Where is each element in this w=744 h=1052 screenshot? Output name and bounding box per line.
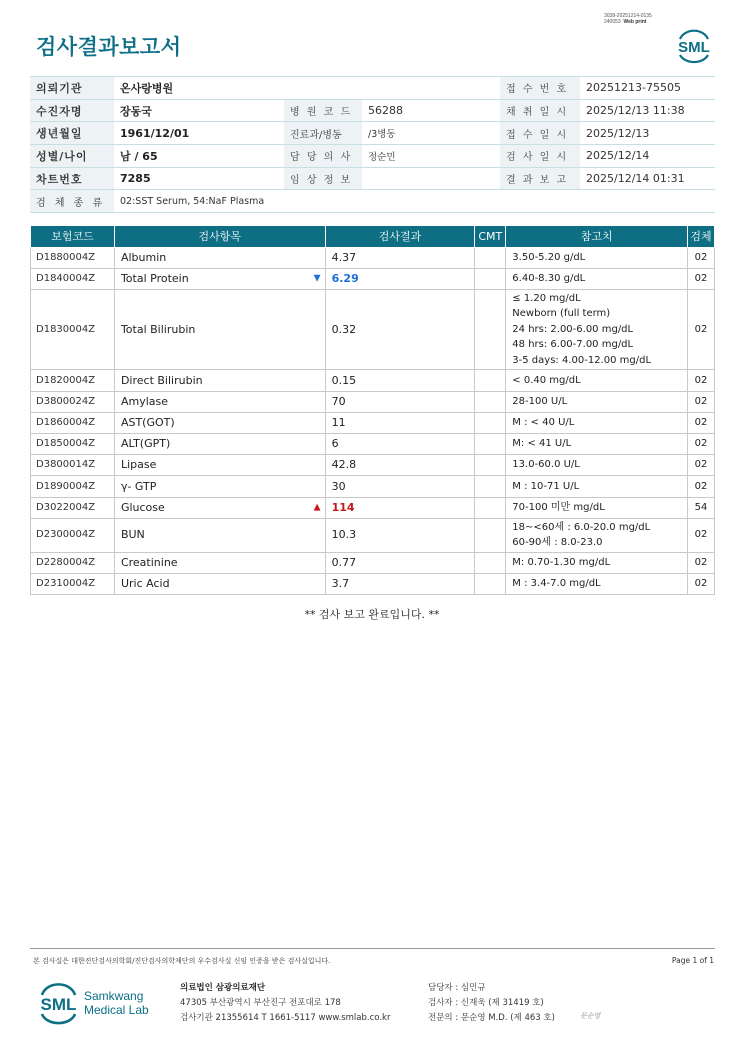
reference-cell: [506, 289, 688, 370]
reference-line: M : 3.4-7.0 mg/dL: [512, 578, 601, 590]
reference-cell: [506, 412, 688, 433]
sml-logo-icon: [672, 25, 716, 65]
doctor-value: 정순민: [362, 145, 500, 168]
cmt-cell: [475, 433, 506, 454]
footer-divider: [30, 948, 715, 949]
insurance-code-cell: D3800014Z: [31, 455, 115, 476]
insurance-code-cell: D1880004Z: [31, 247, 115, 268]
dob-label: 생년월일: [30, 122, 114, 145]
test-item-cell: [114, 268, 325, 289]
result-cell: 30: [325, 476, 475, 497]
test-item-name: γ- GTP: [120, 479, 157, 493]
cmt-cell: [475, 247, 506, 268]
header-reference: 참고치: [506, 226, 688, 247]
info-row: [30, 167, 715, 190]
sex-age-label: 성별/나이: [30, 145, 114, 168]
cmt-cell: [475, 497, 506, 518]
table-row: [31, 289, 715, 370]
cmt-cell: [475, 391, 506, 412]
reference-line: < 0.40 mg/dL: [512, 374, 581, 386]
result-cell: 0.32: [325, 289, 475, 370]
specimen-cell: 02: [687, 247, 714, 268]
report-complete-text: ** 검사 보고 완료입니다. **: [304, 608, 440, 621]
patient-value: 장동국: [114, 99, 284, 122]
hospital-code-value: 56288: [362, 99, 500, 122]
organization-name: 의료법인 삼광의료재단: [180, 983, 266, 993]
test-item-name: BUN: [120, 528, 145, 542]
info-row: [30, 99, 715, 122]
insurance-code-cell: D2280004Z: [31, 552, 115, 573]
collection-time-label: 채 취 일 시: [500, 99, 580, 122]
reference-line: 3.50-5.20 g/dL: [512, 251, 586, 263]
table-row: [31, 552, 715, 573]
table-row: [31, 573, 715, 594]
test-date-value: 2025/12/14: [580, 145, 715, 168]
reference-line: 13.0-60.0 U/L: [512, 459, 580, 471]
dob-value: 1961/12/01: [114, 122, 284, 145]
result-cell: 4.37: [325, 247, 475, 268]
test-item-name: Lipase: [120, 458, 157, 472]
insurance-code-cell: D1850004Z: [31, 433, 115, 454]
specimen-cell: 02: [687, 518, 714, 552]
result-cell: 3.7: [325, 573, 475, 594]
result-cell: 10.3: [325, 518, 475, 552]
cmt-cell: [475, 518, 506, 552]
test-item-cell: [114, 518, 325, 552]
test-item-name: Amylase: [120, 394, 168, 408]
test-item-cell: [114, 433, 325, 454]
test-item-cell: [114, 289, 325, 370]
reference-line: 18~<60세 : 6.0-20.0 mg/dL: [512, 521, 651, 533]
report-time-value: 2025/12/14 01:31: [580, 167, 715, 190]
cmt-cell: [475, 370, 506, 391]
specimen-cell: 02: [687, 476, 714, 497]
table-row: [31, 370, 715, 391]
result-cell: 0.15: [325, 370, 475, 391]
cmt-cell: [475, 573, 506, 594]
organization-contact: 검사기관 21355614 T 1661-5117 www.smlab.co.kr: [180, 1013, 391, 1023]
table-row: [31, 433, 715, 454]
reference-cell: [506, 518, 688, 552]
signature: 문순영: [580, 1012, 601, 1020]
result-cell: 6.29: [325, 268, 475, 289]
specimen-cell: 02: [687, 433, 714, 454]
organization-address: 47305 부산광역시 부산진구 전포대로 178: [180, 998, 341, 1008]
chart-no-value: 7285: [114, 167, 284, 190]
specimen-cell: 02: [687, 370, 714, 391]
reference-cell: [506, 455, 688, 476]
specimen-cell: 02: [687, 552, 714, 573]
reference-line: ≤ 1.20 mg/dL: [512, 292, 581, 304]
test-item-name: Glucose: [120, 500, 165, 514]
header-cmt: CMT: [475, 226, 506, 247]
info-row: [30, 145, 715, 168]
insurance-code-cell: D2310004Z: [31, 573, 115, 594]
insurance-code-cell: D3800024Z: [31, 391, 115, 412]
info-row: [30, 77, 715, 100]
reference-cell: [506, 476, 688, 497]
test-item-cell: [114, 412, 325, 433]
specimen-cell: 02: [687, 412, 714, 433]
header-result: 검사결과: [325, 226, 475, 247]
reference-cell: [506, 370, 688, 391]
specimen-type-value: 02:SST Serum, 54:NaF Plasma: [114, 190, 715, 213]
test-item-name: Uric Acid: [120, 577, 170, 591]
test-item-cell: [114, 552, 325, 573]
page-title: 검사결과보고서: [36, 35, 182, 59]
certification-text: 본 검사실은 대한진단검사의학회/진단검사의학재단의 우수검사실 신임 인증을 받은 검사실입니다.: [33, 957, 331, 965]
test-item-name: Total Bilirubin: [120, 322, 196, 336]
reference-line: 70-100 미만 mg/dL: [512, 501, 605, 513]
document-code-line1: 3038-20251214-0135: [604, 13, 652, 19]
specimen-cell: 02: [687, 455, 714, 476]
staff-info: [428, 981, 555, 1026]
receipt-date-label: 접 수 일 시: [500, 122, 580, 145]
cmt-cell: [475, 552, 506, 573]
result-cell: 11: [325, 412, 475, 433]
chart-no-label: 차트번호: [30, 167, 114, 190]
sml-logo-text: SML: [678, 39, 710, 56]
specimen-cell: 02: [687, 391, 714, 412]
receipt-no-value: 20251213-75505: [580, 77, 715, 100]
header-specimen: 검체: [687, 226, 714, 247]
reference-line: 60-90세 : 8.0-23.0: [512, 537, 603, 549]
table-row: [31, 247, 715, 268]
page-number: Page 1 of 1: [671, 956, 714, 965]
low-flag-icon: ▼: [313, 273, 321, 284]
reference-line: 48 hrs: 6.00-7.00 mg/dL: [512, 339, 634, 351]
hospital-code-label: 병 원 코 드: [284, 99, 362, 122]
manager-text: 담당자 : 심민규: [428, 983, 486, 993]
insurance-code-cell: D3022004Z: [31, 497, 115, 518]
result-cell: 70: [325, 391, 475, 412]
table-row: [31, 518, 715, 552]
test-item-cell: [114, 370, 325, 391]
table-row: [31, 391, 715, 412]
reference-cell: [506, 497, 688, 518]
cmt-cell: [475, 268, 506, 289]
test-item-cell: [114, 573, 325, 594]
collection-time-value: 2025/12/13 11:38: [580, 99, 715, 122]
results-header-row: [31, 226, 715, 247]
patient-label: 수진자명: [30, 99, 114, 122]
reference-cell: [506, 268, 688, 289]
reference-line: M: < 41 U/L: [512, 438, 572, 450]
requester-label: 의뢰기관: [30, 77, 114, 100]
sml-footer-logo-text: SML: [40, 995, 77, 1014]
brand-name: [84, 989, 149, 1017]
document-code-line2: 240053 Web print: [604, 19, 647, 25]
test-item-name: Direct Bilirubin: [120, 373, 203, 387]
brand-line2: Medical Lab: [84, 1003, 149, 1017]
sex-age-value: 남 / 65: [114, 145, 284, 168]
insurance-code-cell: D1840004Z: [31, 268, 115, 289]
reference-cell: [506, 573, 688, 594]
tester-text: 검사자 : 신재욱 (제 31419 호): [428, 998, 544, 1008]
reference-cell: [506, 552, 688, 573]
header-test-item: 검사항목: [114, 226, 325, 247]
reference-cell: [506, 433, 688, 454]
insurance-code-cell: D1890004Z: [31, 476, 115, 497]
specialist-text: 전문의 : 문순영 M.D. (제 463 호): [428, 1013, 555, 1023]
table-row: [31, 412, 715, 433]
reference-line: M : 10-71 U/L: [512, 480, 580, 492]
doctor-label: 담 당 의 사: [284, 145, 362, 168]
result-cell: 6: [325, 433, 475, 454]
test-item-cell: [114, 455, 325, 476]
reference-line: Newborn (full term): [512, 308, 611, 320]
receipt-date-value: 2025/12/13: [580, 122, 715, 145]
test-item-name: Albumin: [120, 250, 167, 264]
test-date-label: 검 사 일 시: [500, 145, 580, 168]
reference-line: M : < 40 U/L: [512, 417, 575, 429]
info-row: [30, 122, 715, 145]
test-item-cell: [114, 391, 325, 412]
reference-cell: [506, 247, 688, 268]
specimen-cell: 02: [687, 289, 714, 370]
test-item-name: ALT(GPT): [120, 437, 171, 451]
reference-line: 28-100 U/L: [512, 395, 568, 407]
specimen-cell: 02: [687, 268, 714, 289]
result-cell: 114: [325, 497, 475, 518]
reference-line: 6.40-8.30 g/dL: [512, 273, 586, 285]
table-row: [31, 476, 715, 497]
test-item-name: Creatinine: [120, 556, 178, 570]
header-insurance-code: 보험코드: [31, 226, 115, 247]
results-table: [30, 226, 715, 595]
insurance-code-cell: D1830004Z: [31, 289, 115, 370]
brand-line1: Samkwang: [84, 989, 144, 1003]
sml-footer-logo-icon: [36, 979, 81, 1029]
high-flag-icon: ▲: [313, 501, 321, 512]
organization-info: [180, 981, 390, 1026]
cmt-cell: [475, 455, 506, 476]
specimen-cell: 02: [687, 573, 714, 594]
document-code: [604, 13, 652, 25]
test-item-name: Total Protein: [120, 272, 189, 286]
result-cell: 42.8: [325, 455, 475, 476]
insurance-code-cell: D2300004Z: [31, 518, 115, 552]
test-item-cell: [114, 247, 325, 268]
info-row: [30, 190, 715, 213]
patient-info-table: [30, 76, 715, 213]
result-cell: 0.77: [325, 552, 475, 573]
receipt-no-label: 접 수 번 호: [500, 77, 580, 100]
reference-line: 3-5 days: 4.00-12.00 mg/dL: [512, 354, 652, 366]
dept-label: 진료과/병동: [284, 122, 362, 145]
insurance-code-cell: D1820004Z: [31, 370, 115, 391]
reference-line: M: 0.70-1.30 mg/dL: [512, 557, 611, 569]
cmt-cell: [475, 289, 506, 370]
dept-value: /3병동: [362, 122, 500, 145]
table-row: [31, 455, 715, 476]
table-row: [31, 268, 715, 289]
cmt-cell: [475, 476, 506, 497]
report-time-label: 결 과 보 고: [500, 167, 580, 190]
insurance-code-cell: D1860004Z: [31, 412, 115, 433]
table-row: [31, 497, 715, 518]
test-item-cell: [114, 476, 325, 497]
test-item-cell: [114, 497, 325, 518]
reference-cell: [506, 391, 688, 412]
test-item-name: AST(GOT): [120, 416, 175, 430]
clinical-info-label: 임 상 정 보: [284, 167, 362, 190]
print-label: Web print: [623, 19, 647, 25]
cmt-cell: [475, 412, 506, 433]
specimen-type-label: 검 체 종 류: [30, 190, 114, 213]
clinical-info-value: [362, 167, 500, 190]
requester-value: 온사랑병원: [114, 77, 284, 100]
specimen-cell: 54: [687, 497, 714, 518]
reference-line: 24 hrs: 2.00-6.00 mg/dL: [512, 323, 634, 335]
